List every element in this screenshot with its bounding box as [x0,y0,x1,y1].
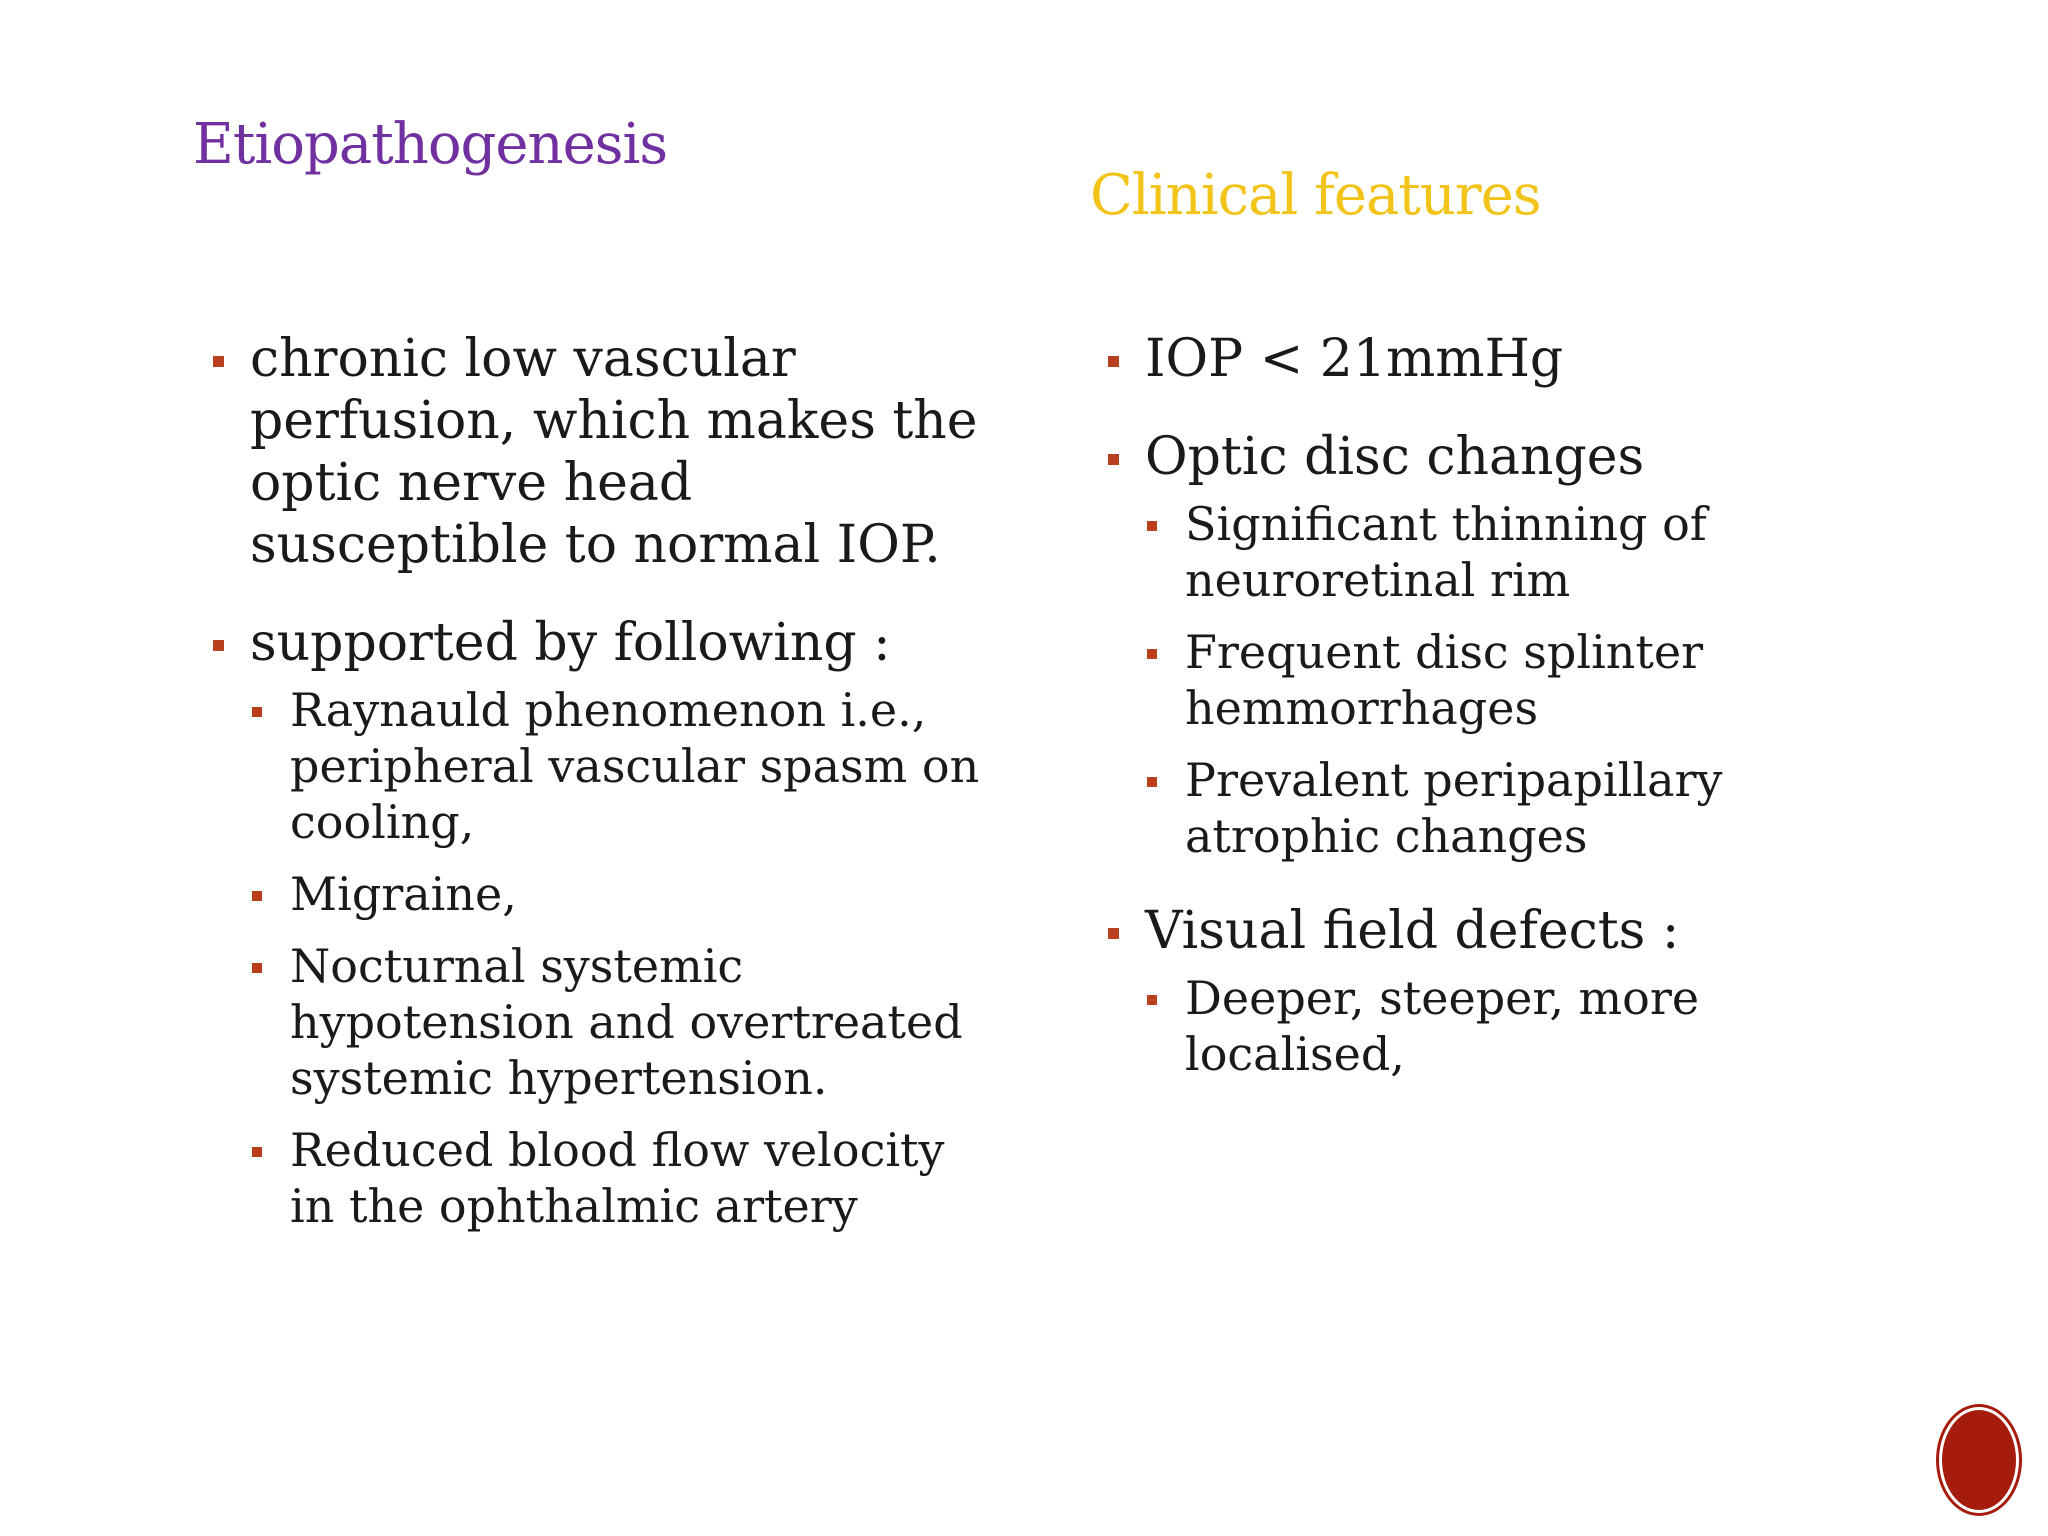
sub-list [250,682,990,1234]
sub-bullet-text: Deeper, steeper, more localised, [1185,971,1700,1081]
square-bullet-icon [213,640,224,651]
sub-bullet-text: Frequent disc splinter hemmorrhages [1185,625,1704,735]
etiopathogenesis-column [210,328,990,1270]
square-bullet-icon [252,963,262,973]
clinical-features-column [1105,328,1905,1118]
square-bullet-icon [1108,356,1119,367]
square-bullet-icon [252,891,262,901]
sub-bullet-text: Migraine, [290,867,517,921]
bullet-text: IOP < 21mmHg [1145,329,1564,389]
sub-bullet-text: Significant thinning of neuroretinal rim [1185,497,1707,607]
square-bullet-icon [1147,649,1157,659]
square-bullet-icon [252,707,262,717]
sub-bullet-item [250,866,990,922]
sub-bullet-item [1145,496,1905,608]
etiopathogenesis-list [210,328,990,1234]
sub-bullet-item [250,938,990,1106]
bullet-item [210,612,990,1234]
sub-bullet-item [250,682,990,850]
oval-logo-icon [1942,1410,2016,1510]
bullet-text: Optic disc changes [1145,427,1645,487]
bullet-text: chronic low vascular perfusion, which makes the optic nerve head susceptible to normal IOP. [250,329,978,575]
bullet-item [1105,328,1905,390]
sub-bullet-text: Prevalent peripapillary atrophic changes [1185,753,1723,863]
sub-bullet-item [1145,970,1905,1082]
sub-bullet-text: Raynauld phenomenon i.e., peripheral vascular spasm on cooling, [290,683,980,849]
bullet-item [1105,900,1905,1082]
sub-list [1145,496,1905,864]
square-bullet-icon [213,356,224,367]
sub-bullet-text: Nocturnal systemic hypotension and overtreated systemic hypertension. [290,939,963,1105]
square-bullet-icon [1147,995,1157,1005]
sub-bullet-item [1145,752,1905,864]
square-bullet-icon [1147,777,1157,787]
sub-list [1145,970,1905,1082]
etiopathogenesis-title: Etiopathogenesis [193,112,668,177]
square-bullet-icon [1108,454,1119,465]
square-bullet-icon [1108,928,1119,939]
sub-bullet-item [250,1122,990,1234]
bullet-text: supported by following : [250,613,891,673]
sub-bullet-text: Reduced blood flow velocity in the ophthalmic artery [290,1123,945,1233]
bullet-text: Visual field defects : [1145,901,1680,961]
square-bullet-icon [1147,521,1157,531]
bullet-item [210,328,990,576]
square-bullet-icon [252,1147,262,1157]
clinical-features-list [1105,328,1905,1082]
sub-bullet-item [1145,624,1905,736]
bullet-item [1105,426,1905,864]
clinical-features-title: Clinical features [1090,163,1541,228]
